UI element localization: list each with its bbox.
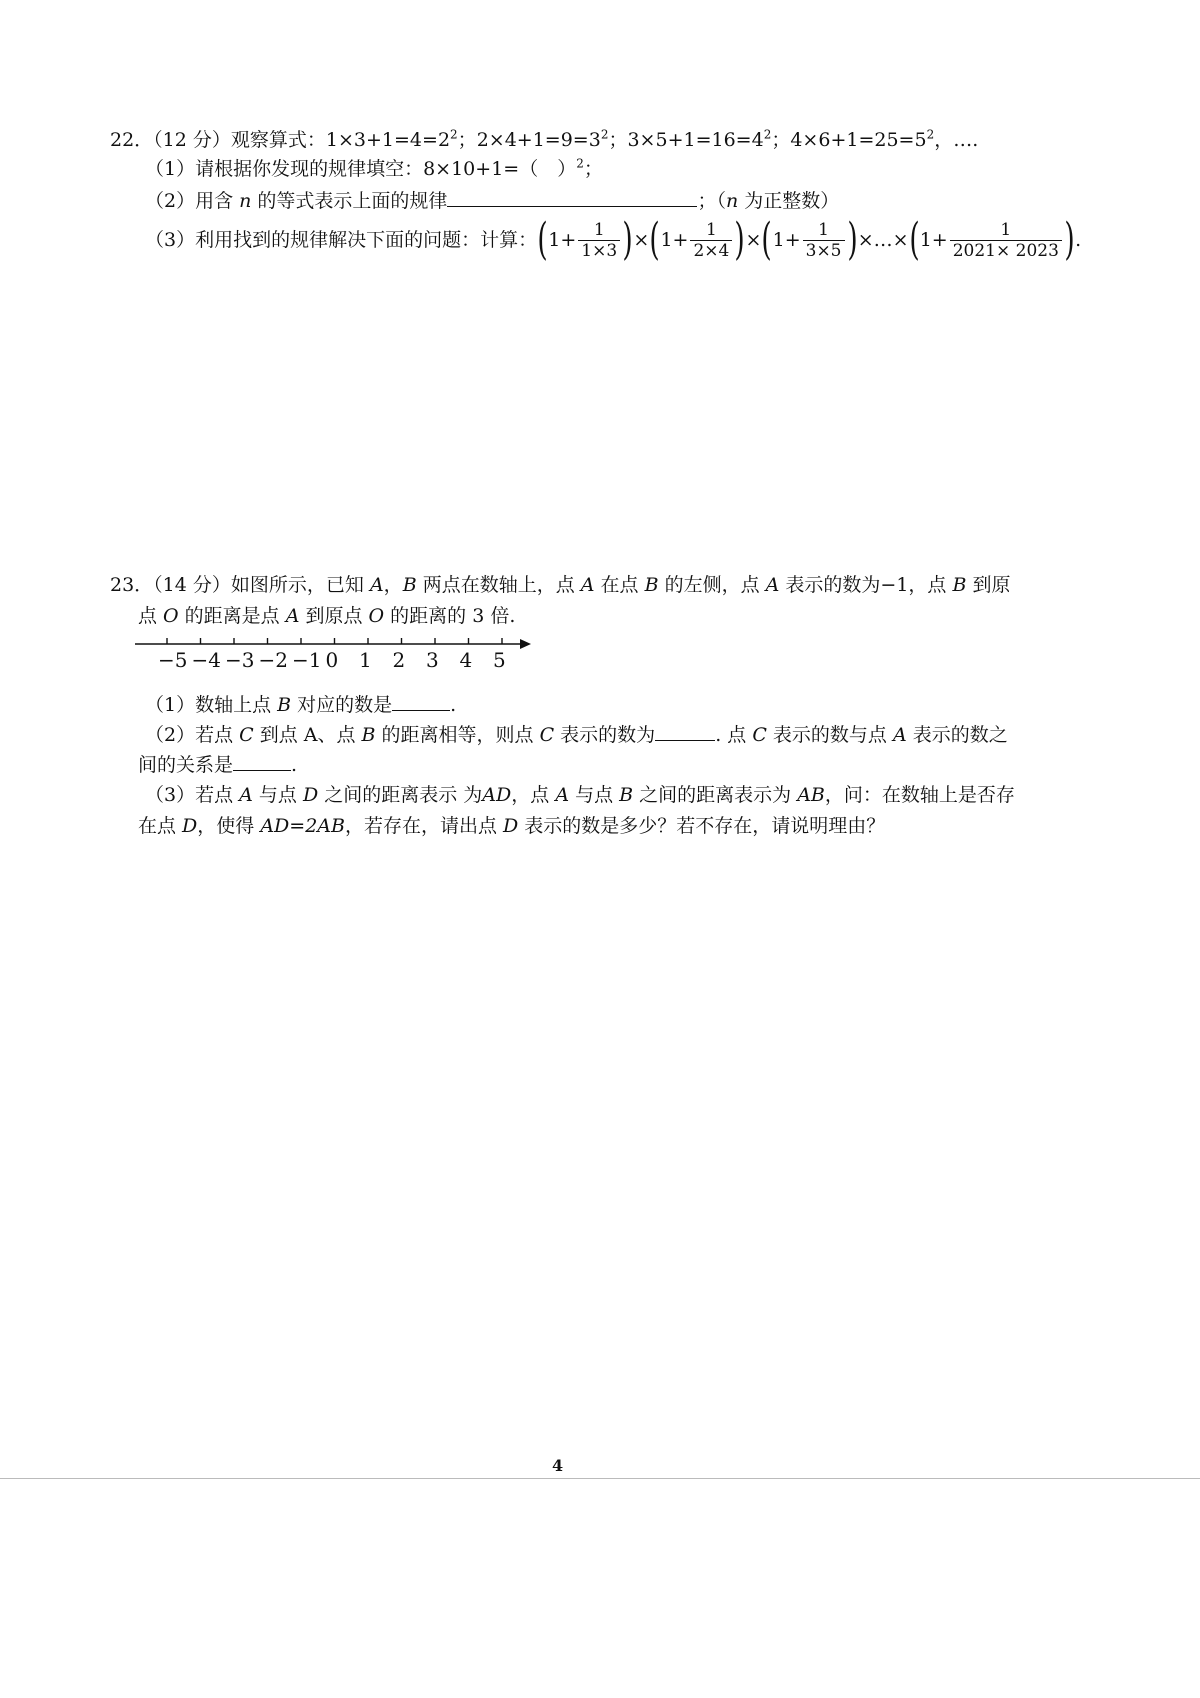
q23-text: 到原 <box>966 574 1011 596</box>
right-paren: ) <box>846 214 858 265</box>
answer-blank[interactable] <box>447 188 697 207</box>
q23-text: 的距离相等，则点 <box>375 724 540 746</box>
point-d: D <box>503 815 519 837</box>
q22-part2 <box>145 188 839 213</box>
point-a: A <box>892 724 907 746</box>
one-plus: 1+ <box>772 229 801 251</box>
q23-text: 与点 <box>569 784 620 806</box>
frac-num: 1 <box>578 220 620 241</box>
q23-text: （2）若点 <box>145 724 240 746</box>
fraction-3 <box>803 220 845 261</box>
q23-part1 <box>145 692 456 717</box>
left-paren: ( <box>537 214 548 265</box>
q22-part3-lead: （3）利用找到的规律解决下面的问题：计算： <box>145 229 538 251</box>
q23-text: 表示的数与点 <box>766 724 893 746</box>
q22-part1-exp: 2 <box>576 156 584 171</box>
q23-text: 间的关系是 <box>138 754 234 776</box>
tick-label: −5 <box>158 648 188 672</box>
q22-part2-text: 的等式表示上面的规律 <box>251 190 448 212</box>
tick-label: −1 <box>292 648 322 672</box>
ellipsis-times: ×…× <box>857 229 909 251</box>
q23-text: 到点 A、点 <box>253 724 362 746</box>
q23-text: 点 <box>138 605 164 627</box>
left-paren: ( <box>649 214 661 265</box>
frac-den: 1×3 <box>581 240 618 261</box>
answer-blank[interactable] <box>392 692 450 711</box>
one-plus: 1+ <box>919 229 948 251</box>
fraction-2 <box>690 220 732 261</box>
q23-text: ， <box>383 574 403 596</box>
q22-part1 <box>145 157 603 181</box>
times-sign: × <box>745 229 762 251</box>
tick-labels <box>135 648 535 672</box>
q22-sep: ； <box>608 129 628 151</box>
tick-label: −4 <box>191 648 221 672</box>
point-b: B <box>644 574 659 596</box>
q23-text: 表示的数是多少？若不存在，请说明理由？ <box>518 815 886 837</box>
tick-label: 4 <box>459 648 473 672</box>
q22-eq1-exp: 2 <box>450 127 458 142</box>
q23-part2 <box>145 722 1008 747</box>
bottom-rule <box>0 1478 1200 1479</box>
point-c: C <box>239 724 254 746</box>
frac-num: 1 <box>950 220 1062 241</box>
q23-text: 23．（14 分）如图所示，已知 <box>110 574 370 596</box>
point-a: A <box>765 574 780 596</box>
q22-part2-text: 为正整数） <box>738 190 840 212</box>
point-a: A <box>369 574 384 596</box>
q23-text: ，若存在，请出点 <box>344 815 504 837</box>
q23-line2 <box>138 604 515 628</box>
q22-eq4-exp: 2 <box>926 127 935 142</box>
point-a: A <box>555 784 570 806</box>
q23-part3 <box>145 783 1015 807</box>
q22-tail: ，…. <box>934 129 979 151</box>
q22-part3 <box>145 214 1082 265</box>
q22-eq3: 3×5+1=16=4 <box>627 129 764 151</box>
tick-label: 3 <box>426 648 439 672</box>
q23-text: . 点 <box>715 724 753 746</box>
q23-text: 与点 <box>252 784 303 806</box>
point-c: C <box>539 724 555 746</box>
q22-eq2-exp: 2 <box>600 127 609 142</box>
q22-eq4: 4×6+1=25=5 <box>790 129 927 151</box>
q23-text: 对应的数是 <box>291 694 393 716</box>
right-paren: ) <box>734 214 746 265</box>
frac-den: 2021× 2023 <box>952 240 1059 261</box>
q23-text: . <box>291 754 298 776</box>
q23-text: 之间的距离表示为 <box>633 784 798 806</box>
q22-sep: ； <box>771 129 791 151</box>
times-sign: × <box>633 229 650 251</box>
period: . <box>1075 229 1082 251</box>
q23-text: . <box>450 694 457 716</box>
point-b: B <box>361 724 376 746</box>
q23-text: （1）数轴上点 <box>145 694 278 716</box>
point-a: A <box>580 574 595 596</box>
tick-label: 5 <box>493 648 506 672</box>
frac-den: 3×5 <box>805 240 842 261</box>
q23-part3-line2 <box>138 814 885 838</box>
q23-text: 在点 <box>138 815 183 837</box>
point-a: A <box>285 605 300 627</box>
right-paren: ) <box>1064 214 1075 265</box>
q22-eq1: 1×3+1=4=2 <box>325 129 451 151</box>
q22-header: 22．（12 分）观察算式： <box>110 129 326 151</box>
q23-text: 的左侧，点 <box>658 574 766 596</box>
q22-header-line <box>110 128 978 152</box>
segment-ad: AD <box>482 784 512 806</box>
q23-line1 <box>110 573 1010 597</box>
point-b: B <box>277 694 292 716</box>
left-paren: ( <box>761 214 773 265</box>
q23-part2-line2 <box>138 752 297 777</box>
q22-part2-text: （2）用含 <box>145 190 240 212</box>
q22-eq3-exp: 2 <box>763 127 772 142</box>
left-paren: ( <box>908 214 920 265</box>
number-line <box>135 632 535 672</box>
right-paren: ) <box>622 214 633 265</box>
q22-part2-text: ；（ <box>697 190 726 212</box>
var-n: n <box>239 190 252 212</box>
q23-text: 之间的距离表示 为 <box>318 784 483 806</box>
one-plus: 1+ <box>660 229 689 251</box>
point-b: B <box>619 784 634 806</box>
page-number: 4 <box>552 1456 564 1475</box>
q23-text: 表示的数之 <box>906 724 1008 746</box>
q23-text: （3）若点 <box>145 784 240 806</box>
tick-label: 1 <box>359 648 372 672</box>
point-d: D <box>302 784 319 806</box>
q23-text: 表示的数为−1，点 <box>779 574 953 596</box>
tick-label: −2 <box>258 648 288 672</box>
var-n: n <box>725 190 739 212</box>
point-o: O <box>163 605 179 627</box>
answer-blank[interactable] <box>655 722 715 741</box>
point-b: B <box>402 574 417 596</box>
point-a: A <box>239 784 253 806</box>
tick-label: −3 <box>225 648 255 672</box>
q23-text: 两点在数轴上，点 <box>416 574 581 596</box>
q23-text: ，问：在数轴上是否存 <box>824 784 1015 806</box>
q22-eq2: 2×4+1=9=3 <box>476 129 601 151</box>
q23-text: ，点 <box>511 784 556 806</box>
tick-label: 0 <box>325 648 339 672</box>
q23-text: 的距离是点 <box>178 605 286 627</box>
q23-text: ，使得 <box>197 815 261 837</box>
frac-den: 2×4 <box>693 240 730 261</box>
segment-ab: AB <box>797 784 825 806</box>
q23-text: 到原点 <box>299 605 369 627</box>
q23-text: 的距离的 3 倍. <box>384 605 516 627</box>
q22-sep: ； <box>457 129 477 151</box>
fraction-1 <box>578 220 620 261</box>
point-b: B <box>952 574 967 596</box>
condition-ad-2ab: AD=2AB <box>260 815 345 837</box>
fraction-4 <box>950 220 1062 261</box>
q23-text: 表示的数为 <box>554 724 656 746</box>
one-plus: 1+ <box>548 229 577 251</box>
tick-label: 2 <box>392 648 406 672</box>
q22-part1-text: （1）请根据你发现的规律填空：8×10+1=（ ） <box>145 158 577 180</box>
q23-text: 在点 <box>594 574 645 596</box>
point-d: D <box>182 815 198 837</box>
answer-blank[interactable] <box>233 752 291 771</box>
frac-num: 1 <box>690 220 732 241</box>
frac-num: 1 <box>803 220 845 241</box>
point-o: O <box>368 605 385 627</box>
q22-part1-end: ； <box>583 158 603 180</box>
point-c: C <box>752 724 767 746</box>
